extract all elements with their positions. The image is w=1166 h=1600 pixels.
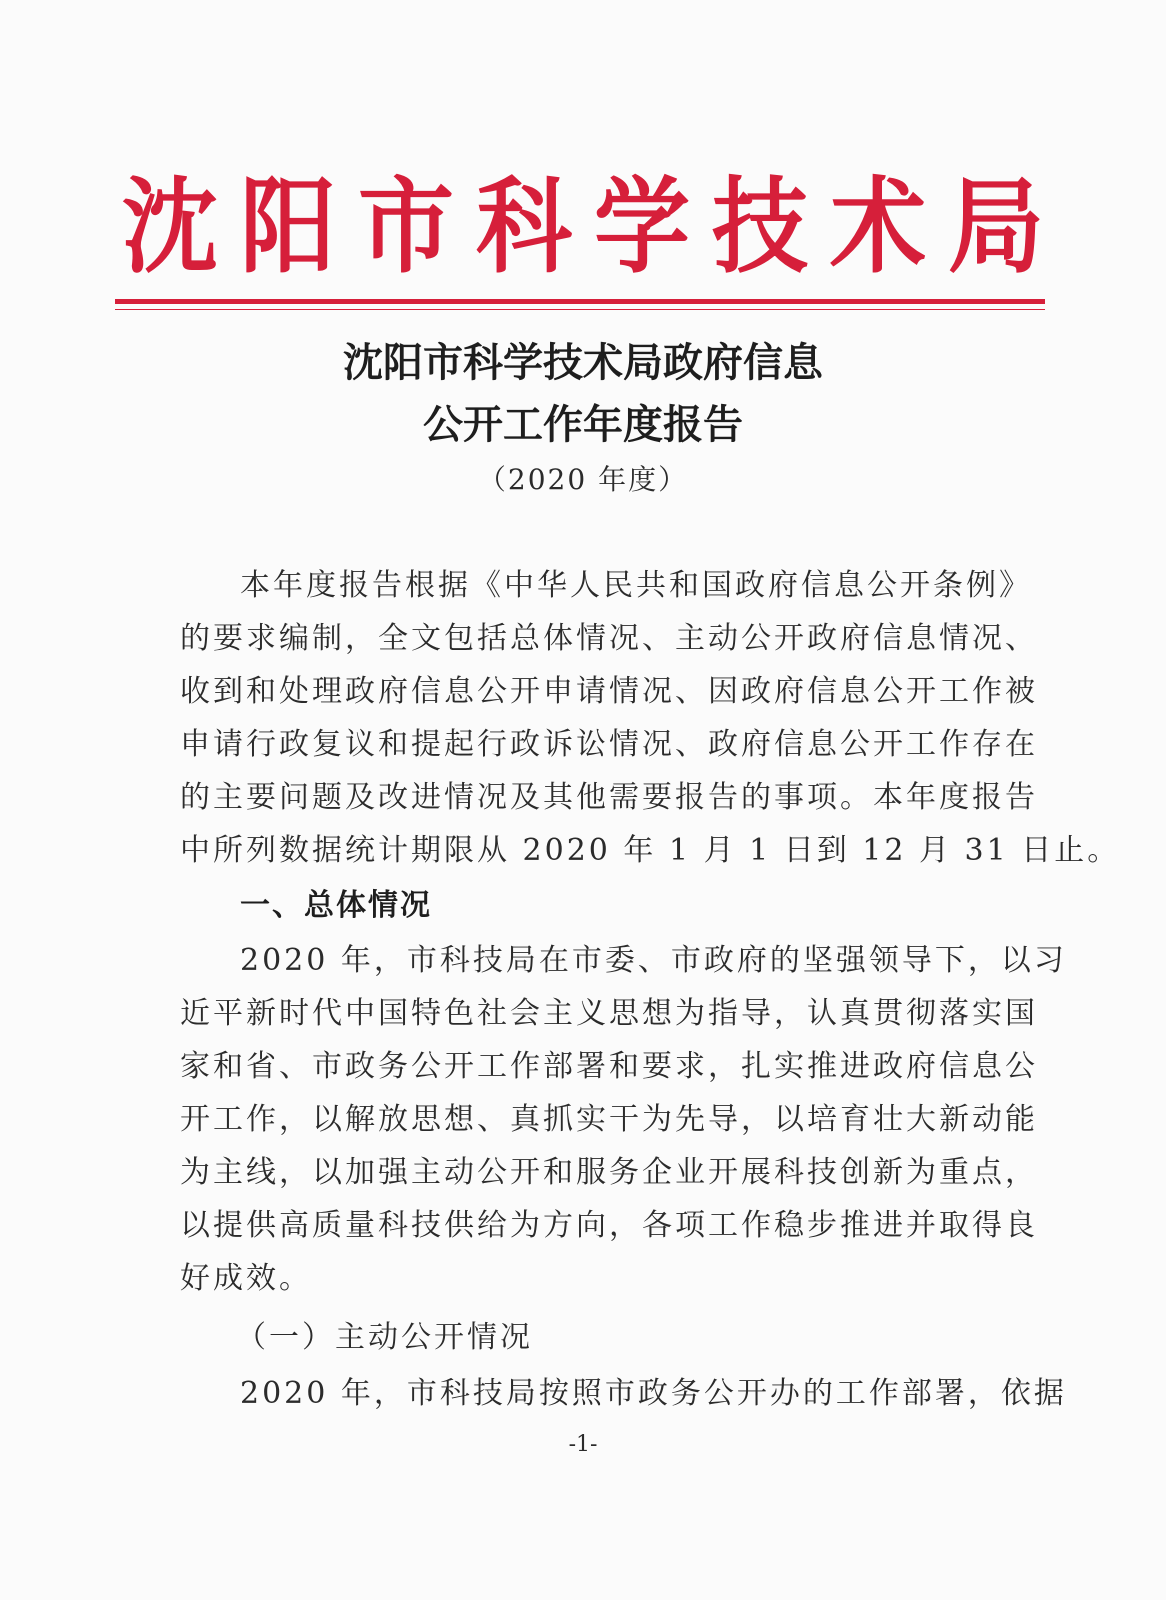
intro-line: 申请行政复议和提起行政诉讼情况、政府信息公开工作存在 (180, 727, 1038, 762)
subsection1-line: 2020 年，市科技局按照市政务公开办的工作部署，依据 (240, 1376, 1067, 1411)
section1-line: 开工作，以解放思想、真抓实干为先导，以培育壮大新动能 (180, 1102, 1038, 1137)
report-year: （2020 年度） (477, 463, 689, 496)
intro-line: 本年度报告根据《中华人民共和国政府信息公开条例》 (240, 568, 1032, 603)
section1-line: 2020 年，市科技局在市委、市政府的坚强领导下，以习 (240, 943, 1067, 978)
masthead-rule-thick (115, 299, 1045, 304)
section1-line: 近平新时代中国特色社会主义思想为指导，认真贯彻落实国 (180, 996, 1038, 1031)
masthead-rule-thin (115, 309, 1045, 310)
section1-line: 为主线，以加强主动公开和服务企业开展科技创新为重点， (180, 1155, 1038, 1190)
section1-line: 家和省、市政务公开工作部署和要求，扎实推进政府信息公 (180, 1049, 1038, 1084)
masthead: 沈阳市科学技术局 (122, 166, 1066, 288)
section-heading-overall: 一、总体情况 (240, 888, 432, 923)
report-title-line-2: 公开工作年度报告 (423, 401, 743, 448)
page-number: -1- (568, 1432, 598, 1457)
intro-line: 中所列数据统计期限从 2020 年 1 月 1 日到 12 月 31 日止。 (180, 833, 1121, 868)
section1-line: 好成效。 (180, 1261, 312, 1296)
intro-line: 收到和处理政府信息公开申请情况、因政府信息公开工作被 (180, 674, 1038, 709)
section1-line: 以提供高质量科技供给为方向，各项工作稳步推进并取得良 (180, 1208, 1038, 1243)
intro-line: 的主要问题及改进情况及其他需要报告的事项。本年度报告 (180, 780, 1038, 815)
intro-line: 的要求编制，全文包括总体情况、主动公开政府信息情况、 (180, 621, 1038, 656)
subsection-heading-active-disclosure: （一）主动公开情况 (236, 1320, 533, 1355)
report-title-line-1: 沈阳市科学技术局政府信息 (343, 339, 823, 386)
